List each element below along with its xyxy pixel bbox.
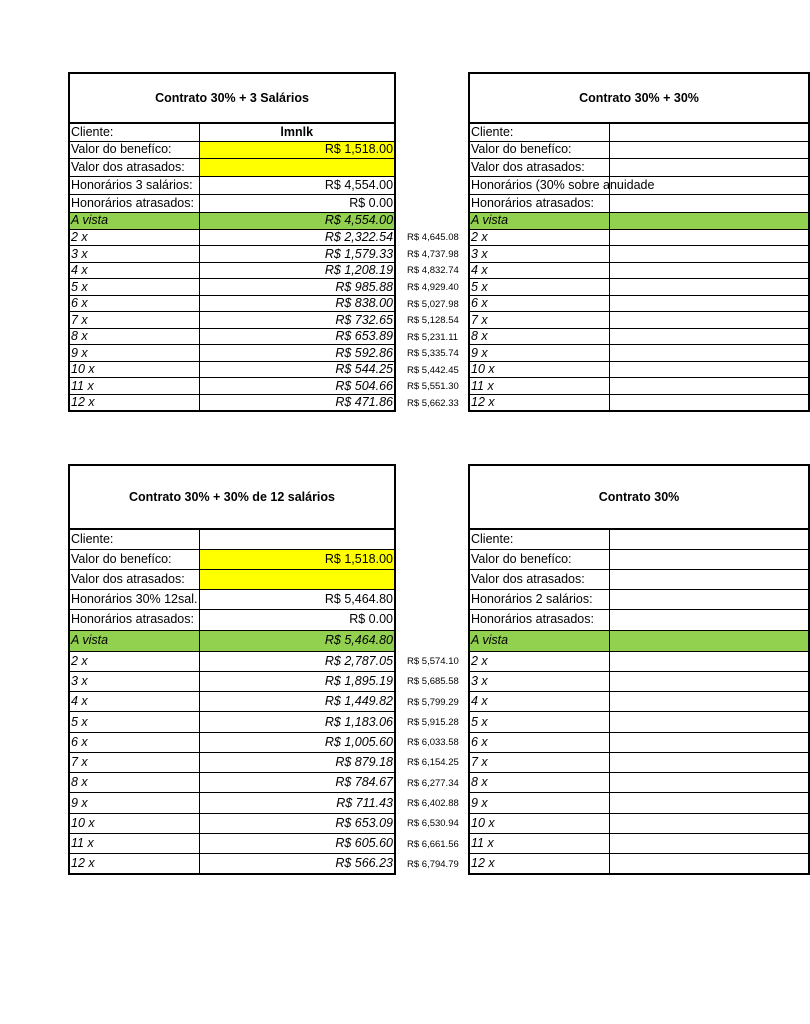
contract-title: Contrato 30% + 3 Salários xyxy=(69,73,395,123)
installment-value xyxy=(609,394,809,411)
cliente-label: Cliente: xyxy=(69,123,199,141)
installment-row xyxy=(69,692,395,712)
contract-title: Contrato 30% + 30% de 12 salários xyxy=(69,465,395,529)
cliente-value: lmnlk xyxy=(199,123,395,141)
a-vista-row xyxy=(69,630,395,651)
cliente-label: Cliente: xyxy=(469,123,609,141)
installment-row xyxy=(69,651,395,671)
cliente-value xyxy=(609,123,809,141)
honorarios-atrasados-value xyxy=(609,609,809,630)
installment-value xyxy=(609,229,809,246)
installment-label: 8 x xyxy=(469,773,609,793)
honorarios-value: R$ 4,554.00 xyxy=(199,176,395,194)
cliente-value xyxy=(199,529,395,549)
cliente-row xyxy=(69,529,395,549)
installment-total: R$ 5,027.98 xyxy=(407,298,459,310)
installment-row xyxy=(469,345,809,362)
honorarios-row xyxy=(69,176,395,194)
installment-total: R$ 6,661.56 xyxy=(407,838,459,850)
installment-total: R$ 5,551.30 xyxy=(407,381,459,393)
installment-label: 6 x xyxy=(469,732,609,752)
atrasados-label: Valor dos atrasados: xyxy=(469,569,609,589)
installment-label: 2 x xyxy=(469,229,609,246)
beneficio-value: R$ 1,518.00 xyxy=(199,141,395,158)
cliente-label: Cliente: xyxy=(469,529,609,549)
installment-label: 7 x xyxy=(69,312,199,329)
honorarios-label: Honorários (30% sobre anuidade xyxy=(469,176,609,194)
installment-label: 12 x xyxy=(69,854,199,874)
installment-label: 6 x xyxy=(69,295,199,312)
installment-row xyxy=(69,394,395,411)
installment-value: R$ 1,895.19 xyxy=(199,671,395,691)
a-vista-row xyxy=(69,212,395,229)
installment-label: 7 x xyxy=(469,312,609,329)
installment-row xyxy=(69,671,395,691)
installment-value: R$ 544.25 xyxy=(199,361,395,378)
honorarios-atrasados-label: Honorários atrasados: xyxy=(69,609,199,630)
beneficio-row xyxy=(69,549,395,569)
installment-label: 6 x xyxy=(469,295,609,312)
installment-row xyxy=(469,262,809,279)
honorarios-atrasados-value xyxy=(609,194,809,212)
installment-row xyxy=(469,328,809,345)
honorarios-atrasados-row xyxy=(469,194,809,212)
installment-row xyxy=(69,312,395,329)
installment-value: R$ 653.89 xyxy=(199,328,395,345)
a-vista-row xyxy=(469,212,809,229)
beneficio-row xyxy=(469,141,809,158)
installment-row xyxy=(69,295,395,312)
installment-value: R$ 592.86 xyxy=(199,345,395,362)
beneficio-row xyxy=(69,141,395,158)
installment-label: 6 x xyxy=(69,732,199,752)
installment-row xyxy=(69,773,395,793)
installment-value xyxy=(609,262,809,279)
honorarios-row xyxy=(469,589,809,609)
installment-value xyxy=(609,712,809,732)
a-vista-value xyxy=(609,630,809,651)
installment-row xyxy=(469,712,809,732)
beneficio-value xyxy=(609,141,809,158)
installment-value: R$ 504.66 xyxy=(199,378,395,395)
installment-value xyxy=(609,732,809,752)
installment-row xyxy=(69,246,395,263)
installment-total: R$ 6,277.34 xyxy=(407,777,459,789)
installment-row xyxy=(469,732,809,752)
honorarios-value xyxy=(609,589,809,609)
installment-row xyxy=(469,279,809,296)
installment-row xyxy=(469,854,809,874)
installment-row xyxy=(69,712,395,732)
atrasados-row xyxy=(69,158,395,176)
contract-table-3 xyxy=(468,72,810,412)
installment-label: 2 x xyxy=(69,229,199,246)
installment-label: 3 x xyxy=(469,246,609,263)
installment-label: 7 x xyxy=(69,752,199,772)
installment-total: R$ 5,335.74 xyxy=(407,348,459,360)
installment-label: 3 x xyxy=(469,671,609,691)
honorarios-label: Honorários 30% 12sal. xyxy=(69,589,199,609)
installment-value xyxy=(609,328,809,345)
installment-total: R$ 6,154.25 xyxy=(407,757,459,769)
installment-total: R$ 5,915.28 xyxy=(407,716,459,728)
installment-row xyxy=(469,394,809,411)
installment-label: 11 x xyxy=(469,378,609,395)
installment-row xyxy=(469,651,809,671)
cliente-row xyxy=(469,123,809,141)
installment-row xyxy=(469,692,809,712)
installment-row xyxy=(69,813,395,833)
installment-value xyxy=(609,246,809,263)
beneficio-label: Valor do benefíco: xyxy=(469,549,609,569)
installment-row xyxy=(469,773,809,793)
installment-total: R$ 5,574.10 xyxy=(407,656,459,668)
installment-value: R$ 985.88 xyxy=(199,279,395,296)
cliente-row xyxy=(469,529,809,549)
a-vista-label: A vista xyxy=(69,212,199,229)
installment-value xyxy=(609,833,809,853)
atrasados-value xyxy=(199,569,395,589)
beneficio-label: Valor do benefíco: xyxy=(69,141,199,158)
installment-total: R$ 6,794.79 xyxy=(407,858,459,870)
installment-row xyxy=(69,279,395,296)
beneficio-label: Valor do benefíco: xyxy=(469,141,609,158)
installment-total: R$ 5,128.54 xyxy=(407,315,459,327)
cliente-label: Cliente: xyxy=(69,529,199,549)
beneficio-label: Valor do benefíco: xyxy=(69,549,199,569)
installment-row xyxy=(69,378,395,395)
installment-label: 10 x xyxy=(469,813,609,833)
honorarios-atrasados-value: R$ 0.00 xyxy=(199,194,395,212)
installment-label: 11 x xyxy=(69,378,199,395)
honorarios-label: Honorários 2 salários: xyxy=(469,589,609,609)
honorarios-atrasados-label: Honorários atrasados: xyxy=(69,194,199,212)
installment-row xyxy=(69,361,395,378)
installment-row xyxy=(469,793,809,813)
atrasados-value xyxy=(609,158,809,176)
installment-total: R$ 4,645.08 xyxy=(407,232,459,244)
installment-label: 4 x xyxy=(69,262,199,279)
installment-label: 5 x xyxy=(469,712,609,732)
installment-row xyxy=(69,854,395,874)
installment-total: R$ 5,799.29 xyxy=(407,696,459,708)
contract-table-4 xyxy=(468,464,810,875)
installment-value xyxy=(609,345,809,362)
installment-total: R$ 4,737.98 xyxy=(407,248,459,260)
installment-value: R$ 732.65 xyxy=(199,312,395,329)
installment-label: 9 x xyxy=(69,793,199,813)
installment-total: R$ 6,530.94 xyxy=(407,818,459,830)
atrasados-label: Valor dos atrasados: xyxy=(469,158,609,176)
a-vista-value: R$ 5,464.80 xyxy=(199,630,395,651)
honorarios-row xyxy=(69,589,395,609)
installment-value xyxy=(609,361,809,378)
installment-label: 5 x xyxy=(69,712,199,732)
installment-value: R$ 1,183.06 xyxy=(199,712,395,732)
atrasados-value xyxy=(199,158,395,176)
installment-label: 3 x xyxy=(69,671,199,691)
installment-label: 11 x xyxy=(469,833,609,853)
installment-value: R$ 1,208.19 xyxy=(199,262,395,279)
installment-label: 8 x xyxy=(469,328,609,345)
installment-value: R$ 653.09 xyxy=(199,813,395,833)
installment-label: 8 x xyxy=(69,328,199,345)
atrasados-label: Valor dos atrasados: xyxy=(69,158,199,176)
installment-label: 9 x xyxy=(69,345,199,362)
installment-value: R$ 471.86 xyxy=(199,394,395,411)
installment-value: R$ 838.00 xyxy=(199,295,395,312)
a-vista-label: A vista xyxy=(469,630,609,651)
installment-label: 10 x xyxy=(69,361,199,378)
installment-row xyxy=(69,833,395,853)
installment-row xyxy=(69,732,395,752)
installment-value: R$ 2,787.05 xyxy=(199,651,395,671)
beneficio-value: R$ 1,518.00 xyxy=(199,549,395,569)
installment-label: 2 x xyxy=(69,651,199,671)
a-vista-label: A vista xyxy=(69,630,199,651)
installment-value xyxy=(609,671,809,691)
installment-total: R$ 6,402.88 xyxy=(407,798,459,810)
installment-value: R$ 605.60 xyxy=(199,833,395,853)
honorarios-atrasados-label: Honorários atrasados: xyxy=(469,194,609,212)
honorarios-label: Honorários 3 salários: xyxy=(69,176,199,194)
installment-value: R$ 1,579.33 xyxy=(199,246,395,263)
a-vista-row xyxy=(469,630,809,651)
installment-row xyxy=(469,378,809,395)
installment-label: 12 x xyxy=(469,394,609,411)
installment-total: R$ 5,685.58 xyxy=(407,676,459,688)
honorarios-atrasados-label: Honorários atrasados: xyxy=(469,609,609,630)
installment-label: 4 x xyxy=(69,692,199,712)
honorarios-value: R$ 5,464.80 xyxy=(199,589,395,609)
installment-label: 4 x xyxy=(469,262,609,279)
installment-total: R$ 5,231.11 xyxy=(407,331,459,343)
installment-row xyxy=(469,312,809,329)
installment-label: 10 x xyxy=(469,361,609,378)
installment-label: 9 x xyxy=(469,793,609,813)
honorarios-atrasados-row xyxy=(69,194,395,212)
installment-label: 2 x xyxy=(469,651,609,671)
atrasados-label: Valor dos atrasados: xyxy=(69,569,199,589)
cliente-value xyxy=(609,529,809,549)
installment-value xyxy=(609,378,809,395)
installment-label: 11 x xyxy=(69,833,199,853)
installment-label: 10 x xyxy=(69,813,199,833)
installment-value: R$ 784.67 xyxy=(199,773,395,793)
installment-row xyxy=(469,295,809,312)
installment-label: 4 x xyxy=(469,692,609,712)
honorarios-row xyxy=(469,176,809,194)
installment-row xyxy=(469,361,809,378)
installment-value xyxy=(609,312,809,329)
cliente-row xyxy=(69,123,395,141)
installment-total: R$ 6,033.58 xyxy=(407,737,459,749)
installment-row xyxy=(69,345,395,362)
installment-total: R$ 4,929.40 xyxy=(407,281,459,293)
installment-value xyxy=(609,752,809,772)
installment-row xyxy=(69,752,395,772)
installment-value xyxy=(609,651,809,671)
a-vista-label: A vista xyxy=(469,212,609,229)
honorarios-atrasados-value: R$ 0.00 xyxy=(199,609,395,630)
installment-value xyxy=(609,692,809,712)
installment-value: R$ 1,005.60 xyxy=(199,732,395,752)
installment-label: 12 x xyxy=(469,854,609,874)
installment-label: 5 x xyxy=(69,279,199,296)
installment-value xyxy=(609,295,809,312)
installment-row xyxy=(69,229,395,246)
installment-row xyxy=(69,262,395,279)
installment-value: R$ 2,322.54 xyxy=(199,229,395,246)
a-vista-value: R$ 4,554.00 xyxy=(199,212,395,229)
installment-total: R$ 5,442.45 xyxy=(407,364,459,376)
atrasados-row xyxy=(469,158,809,176)
installment-label: 7 x xyxy=(469,752,609,772)
installment-value xyxy=(609,854,809,874)
honorarios-atrasados-row xyxy=(69,609,395,630)
installment-row xyxy=(469,752,809,772)
installment-row xyxy=(469,833,809,853)
installment-label: 12 x xyxy=(69,394,199,411)
contract-title: Contrato 30% xyxy=(469,465,809,529)
contract-table-1 xyxy=(68,72,396,412)
installment-row xyxy=(69,328,395,345)
installment-value: R$ 1,449.82 xyxy=(199,692,395,712)
installment-value xyxy=(609,793,809,813)
installment-row xyxy=(469,671,809,691)
installment-value: R$ 879.18 xyxy=(199,752,395,772)
installment-row xyxy=(469,813,809,833)
installment-label: 8 x xyxy=(69,773,199,793)
installment-value xyxy=(609,279,809,296)
installment-total: R$ 5,662.33 xyxy=(407,397,459,409)
atrasados-value xyxy=(609,569,809,589)
installment-label: 3 x xyxy=(69,246,199,263)
beneficio-value xyxy=(609,549,809,569)
atrasados-row xyxy=(69,569,395,589)
contract-table-2 xyxy=(68,464,396,875)
installment-row xyxy=(469,246,809,263)
installment-value xyxy=(609,813,809,833)
installment-row xyxy=(69,793,395,813)
installment-label: 9 x xyxy=(469,345,609,362)
installment-label: 5 x xyxy=(469,279,609,296)
installment-value: R$ 566.23 xyxy=(199,854,395,874)
a-vista-value xyxy=(609,212,809,229)
honorarios-atrasados-row xyxy=(469,609,809,630)
atrasados-row xyxy=(469,569,809,589)
installment-value xyxy=(609,773,809,793)
installment-row xyxy=(469,229,809,246)
beneficio-row xyxy=(469,549,809,569)
installment-value: R$ 711.43 xyxy=(199,793,395,813)
installment-total: R$ 4,832.74 xyxy=(407,265,459,277)
contract-title: Contrato 30% + 30% xyxy=(469,73,809,123)
